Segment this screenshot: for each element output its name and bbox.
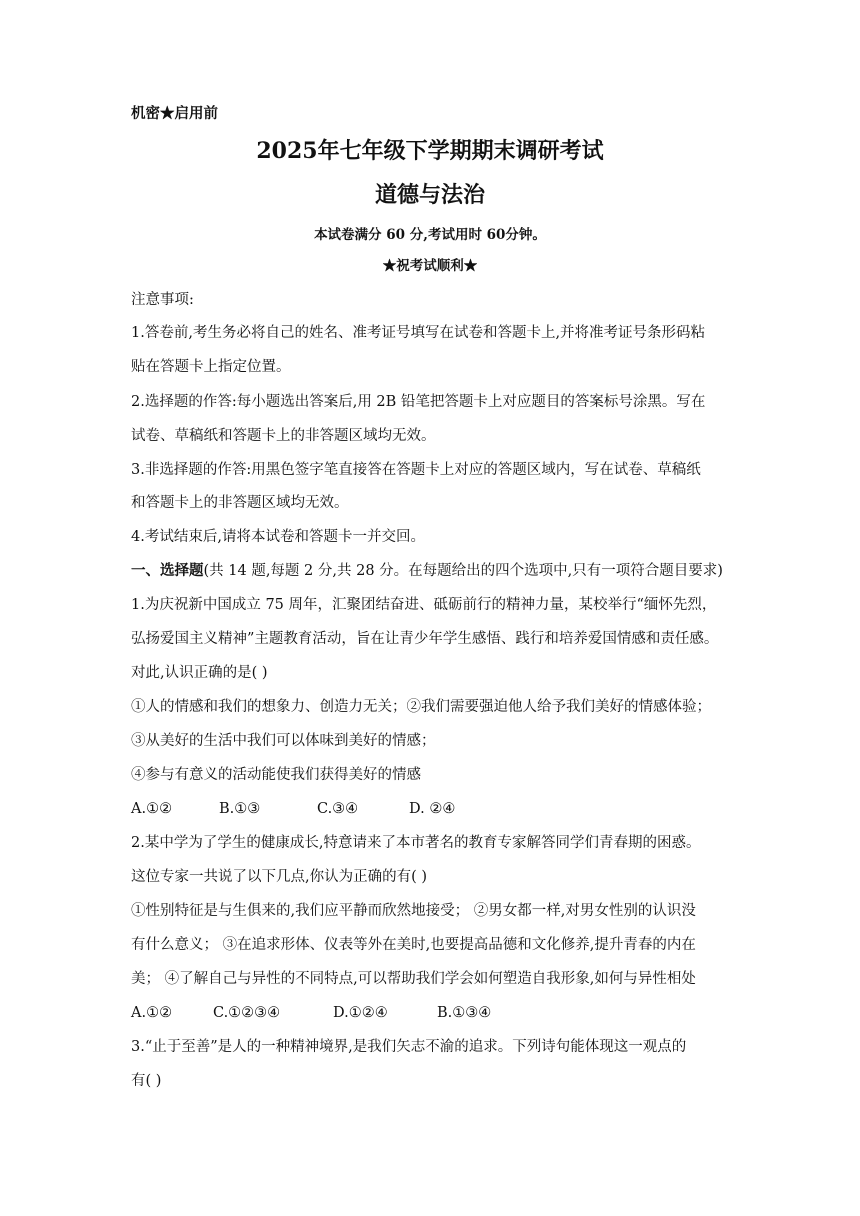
section-1-header <box>131 561 723 581</box>
notes-heading: 注意事项: <box>131 292 194 308</box>
note-2-line-2: 试卷、草稿纸和答题卡上的非答题区域均无效。 <box>131 428 436 444</box>
q2-option-b: B.①③④ <box>437 1005 492 1021</box>
q2-stem-line-1: 2.某中学为了学生的健康成长,特意请来了本市著名的教育专家解答同学们青春期的困惑。 <box>131 835 701 851</box>
q2-options <box>131 1003 491 1023</box>
q2-option-d: D.①②④ <box>333 1005 388 1021</box>
exam-title: 2025年七年级下学期期末调研考试 <box>256 138 604 164</box>
q3-stem-line-1: 3.“止于至善”是人的一种精神境界,是我们矢志不渝的追求。下列诗句能体现这一观点的 <box>131 1039 687 1055</box>
note-2-line-1: 2.选择题的作答:每小题选出答案后,用 2B 铅笔把答题卡上对应题目的答案标号涂黑。写在 <box>131 394 706 410</box>
q1-stem-line-1: 1.为庆祝新中国成立 75 周年，汇聚团结奋进、砥砺前行的精神力量，某校举行“缅怀先烈， <box>131 597 717 613</box>
good-luck-line: ★祝考试顺利★ <box>382 258 478 274</box>
q2-option-a: A.①② <box>131 1005 173 1021</box>
q1-stem-line-2: 弘扬爱国主义精神”主题教育活动，旨在让青少年学生感悟、践行和培养爱国情感和责任感。 <box>131 631 719 647</box>
q3-stem-line-2: 有( ) <box>131 1073 162 1089</box>
note-1-line-1: 1.答卷前,考生务必将自己的姓名、准考证号填写在试卷和答题卡上,并将准考证号条形码粘 <box>131 325 706 341</box>
q1-option-b: B.①③ <box>219 801 261 817</box>
q1-option-d: D. ②④ <box>409 801 456 817</box>
note-3-line-2: 和答题卡上的非答题区域均无效。 <box>131 495 349 511</box>
confidential-label: 机密★启用前 <box>131 105 218 122</box>
note-4: 4.考试结束后,请将本试卷和答题卡一并交回。 <box>131 529 425 545</box>
q1-option-a: A.①② <box>131 801 173 817</box>
q1-stem-line-3: 对此,认识正确的是( ) <box>131 665 268 681</box>
q1-statement-line-3: ④参与有意义的活动能使我们获得美好的情感 <box>131 767 421 783</box>
q2-statement-line-1: ①性别特征是与生俱来的,我们应平静而欣然地接受； ②男女都一样,对男女性别的认识没 <box>131 903 696 919</box>
q1-statement-line-1: ①人的情感和我们的想象力、创造力无关；②我们需要强迫他人给予我们美好的情感体验； <box>131 699 711 715</box>
note-3-line-1: 3.非选择题的作答:用黑色签字笔直接答在答题卡上对应的答题区域内，写在试卷、草稿纸 <box>131 462 701 478</box>
subject-title: 道德与法治 <box>374 182 485 208</box>
q1-options <box>131 799 455 819</box>
section-1-label: 一、选择题 <box>131 562 204 579</box>
q2-statement-line-2: 有什么意义； ③在追求形体、仪表等外在美时,也要提高品德和文化修养,提升青春的内在 <box>131 937 696 953</box>
section-1-description: (共 14 题,每题 2 分,共 28 分。在每题给出的四个选项中,只有一项符合题目要求) <box>203 563 723 579</box>
q2-statement-line-3: 美； ④了解自己与异性的不同特点,可以帮助我们学会如何塑造自我形象,如何与异性相处 <box>131 971 696 987</box>
q1-statement-line-2: ③从美好的生活中我们可以体味到美好的情感； <box>131 733 436 749</box>
q2-option-c: C.①②③④ <box>213 1005 281 1021</box>
q1-option-c: C.③④ <box>317 801 359 817</box>
q2-stem-line-2: 这位专家一共说了以下几点,你认为正确的有( ) <box>131 869 428 885</box>
note-1-line-2: 贴在答题卡上指定位置。 <box>131 359 291 375</box>
exam-info: 本试卷满分 60 分,考试用时 60分钟。 <box>314 227 546 243</box>
